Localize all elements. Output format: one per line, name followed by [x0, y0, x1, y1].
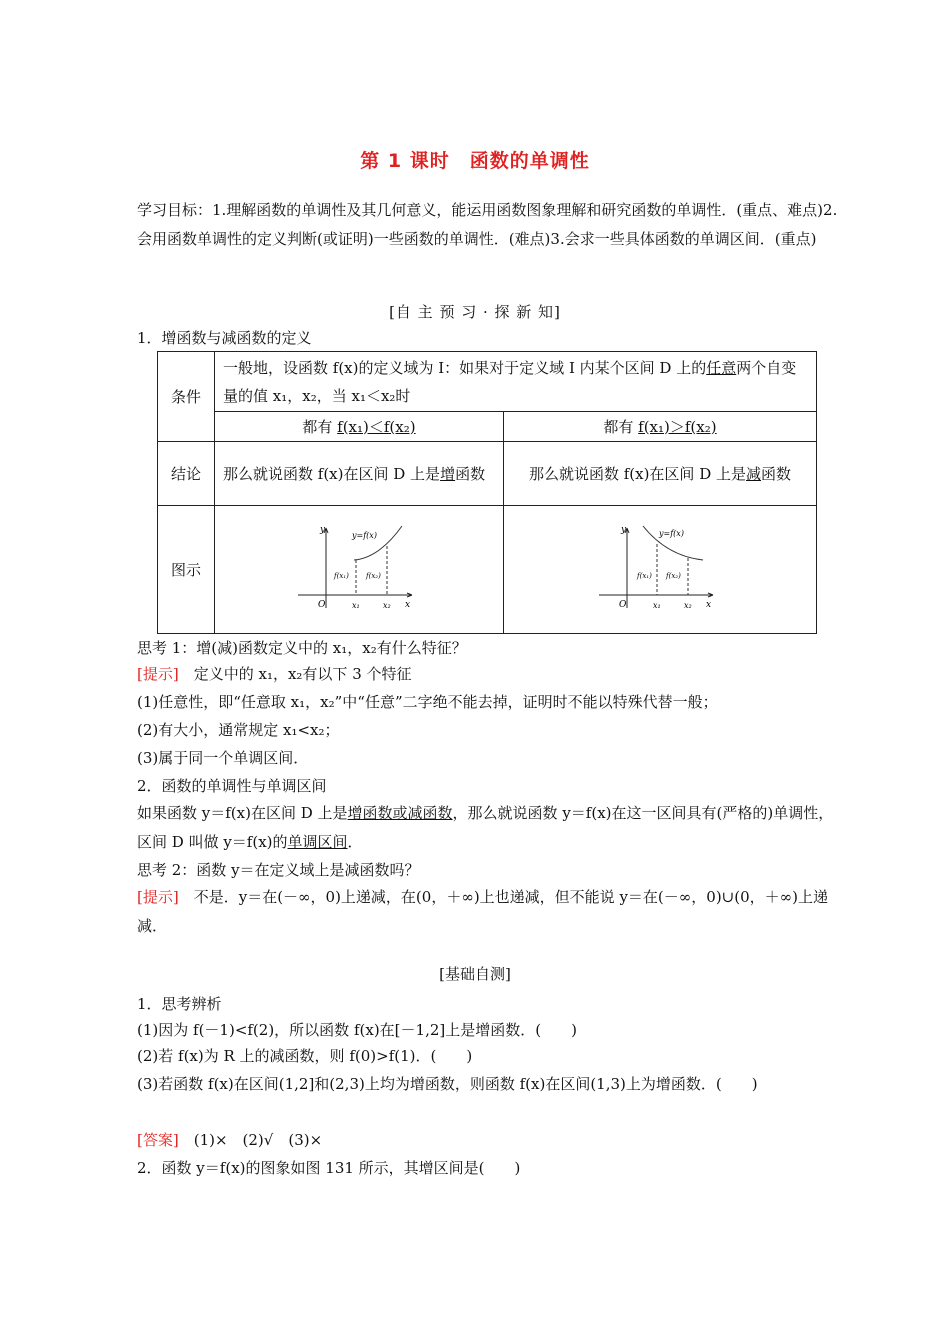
think1-answer: [提示] 定义中的 x₁，x₂有以下 3 个特征: [137, 665, 412, 683]
section-header-selftest: [基础自测]: [439, 965, 511, 983]
inc-condition: 都有 f(x₁)＜f(x₂): [215, 412, 504, 442]
inc-conclusion: 那么就说函数 f(x)在区间 D 上是增函数: [215, 442, 504, 506]
learning-objectives: 学习目标：1.理解函数的单调性及其几何意义，能运用函数图象理解和研究函数的单调性．(重点、难点)2.会用函数单调性的定义判断(或证明)一些函数的单调性．(难点)3.会求一些具体函数的单调区间．(重点): [137, 201, 838, 248]
x1-label: x₁: [352, 600, 360, 610]
dec-graph-cell: [504, 506, 817, 634]
origin-label: O: [318, 599, 326, 610]
page-title: 第 1 课时 函数的单调性: [360, 150, 590, 172]
q1-item-2: (2)若 f(x)为 R 上的减函数，则 f(0)>f(1)．( ): [137, 1047, 473, 1065]
dec-condition: 都有 f(x₁)＞f(x₂): [504, 412, 817, 442]
increasing-function-graph: [294, 520, 424, 620]
answer-label: [答案]: [137, 1131, 179, 1149]
feature-2: (2)有大小，通常规定 x₁<x₂；: [137, 721, 340, 739]
fx1-label: f(x₁): [334, 571, 349, 580]
x1-label: x₁: [653, 600, 661, 610]
fx1-label: f(x₁): [637, 571, 652, 580]
q1-item-3: (3)若函数 f(x)在区间(1,2]和(2,3)上均为增函数，则函数 f(x)在区间(1,3)上为增函数．( ): [137, 1075, 758, 1093]
hint-label: [提示]: [137, 665, 179, 683]
definition-table: [157, 351, 817, 634]
x-axis-label: x: [706, 599, 712, 610]
cond-underline: 任意: [706, 358, 737, 377]
origin-label: O: [619, 599, 627, 610]
think2-answer: [提示] 不是．y＝在(－∞，0)上递减，在(0，＋∞)上也递减，但不能说 y＝在(－∞，0)∪(0，＋∞)上递减．: [137, 888, 828, 935]
x-axis-label: x: [405, 599, 411, 610]
q1-answer: [答案] (1)× (2)√ (3)×: [137, 1131, 323, 1149]
feature-1: (1)任意性，即“任意取 x₁，x₂”中“任意”二字绝不能去掉，证明时不能以特殊代替一般；: [137, 693, 718, 711]
q1-title: 1．思考辨析: [137, 995, 222, 1013]
y-axis-label: y: [621, 524, 627, 535]
think2-question: 思考 2：函数 y＝在定义域上是减函数吗？: [137, 861, 420, 879]
q1-item-1: (1)因为 f(－1)<f(2)，所以函数 f(x)在[－1,2]上是增函数．( ): [137, 1021, 577, 1039]
feature-3: (3)属于同一个单调区间．: [137, 749, 309, 767]
x2-label: x₂: [383, 600, 391, 610]
cond-label: 条件: [158, 352, 215, 442]
decreasing-function-graph: [595, 520, 725, 620]
q2-question: 2．函数 y＝f(x)的图象如图 131 所示，其增区间是( ): [137, 1159, 521, 1177]
cond-text: 一般地，设函数 f(x)的定义域为 I：如果对于定义域 I 内某个区间 D 上的任意两个自变量的值 x₁，x₂，当 x₁＜x₂时: [215, 352, 817, 412]
concl-label: 结论: [158, 442, 215, 506]
function-label: y=f(x): [352, 530, 377, 540]
fx2-label: f(x₂): [366, 571, 381, 580]
fig-label: 图示: [158, 506, 215, 634]
monotonicity-definition: 如果函数 y＝f(x)在区间 D 上是增函数或减函数，那么就说函数 y＝f(x)在这一区间具有(严格的)单调性，区间 D 叫做 y＝f(x)的单调区间．: [137, 804, 834, 851]
item1-title: 1．增函数与减函数的定义: [137, 329, 312, 347]
y-axis-label: y: [320, 524, 326, 535]
inc-graph-cell: [215, 506, 504, 634]
x2-label: x₂: [684, 600, 692, 610]
dec-conclusion: 那么就说函数 f(x)在区间 D 上是减函数: [504, 442, 817, 506]
section-header-preview: [自 主 预 习 · 探 新 知]: [389, 303, 561, 321]
fx2-label: f(x₂): [666, 571, 681, 580]
think1-question: 思考 1：增(减)函数定义中的 x₁，x₂有什么特征？: [137, 639, 467, 657]
function-label: y=f(x): [659, 528, 684, 538]
item2-title: 2．函数的单调性与单调区间: [137, 777, 327, 795]
hint-label: [提示]: [137, 888, 179, 906]
